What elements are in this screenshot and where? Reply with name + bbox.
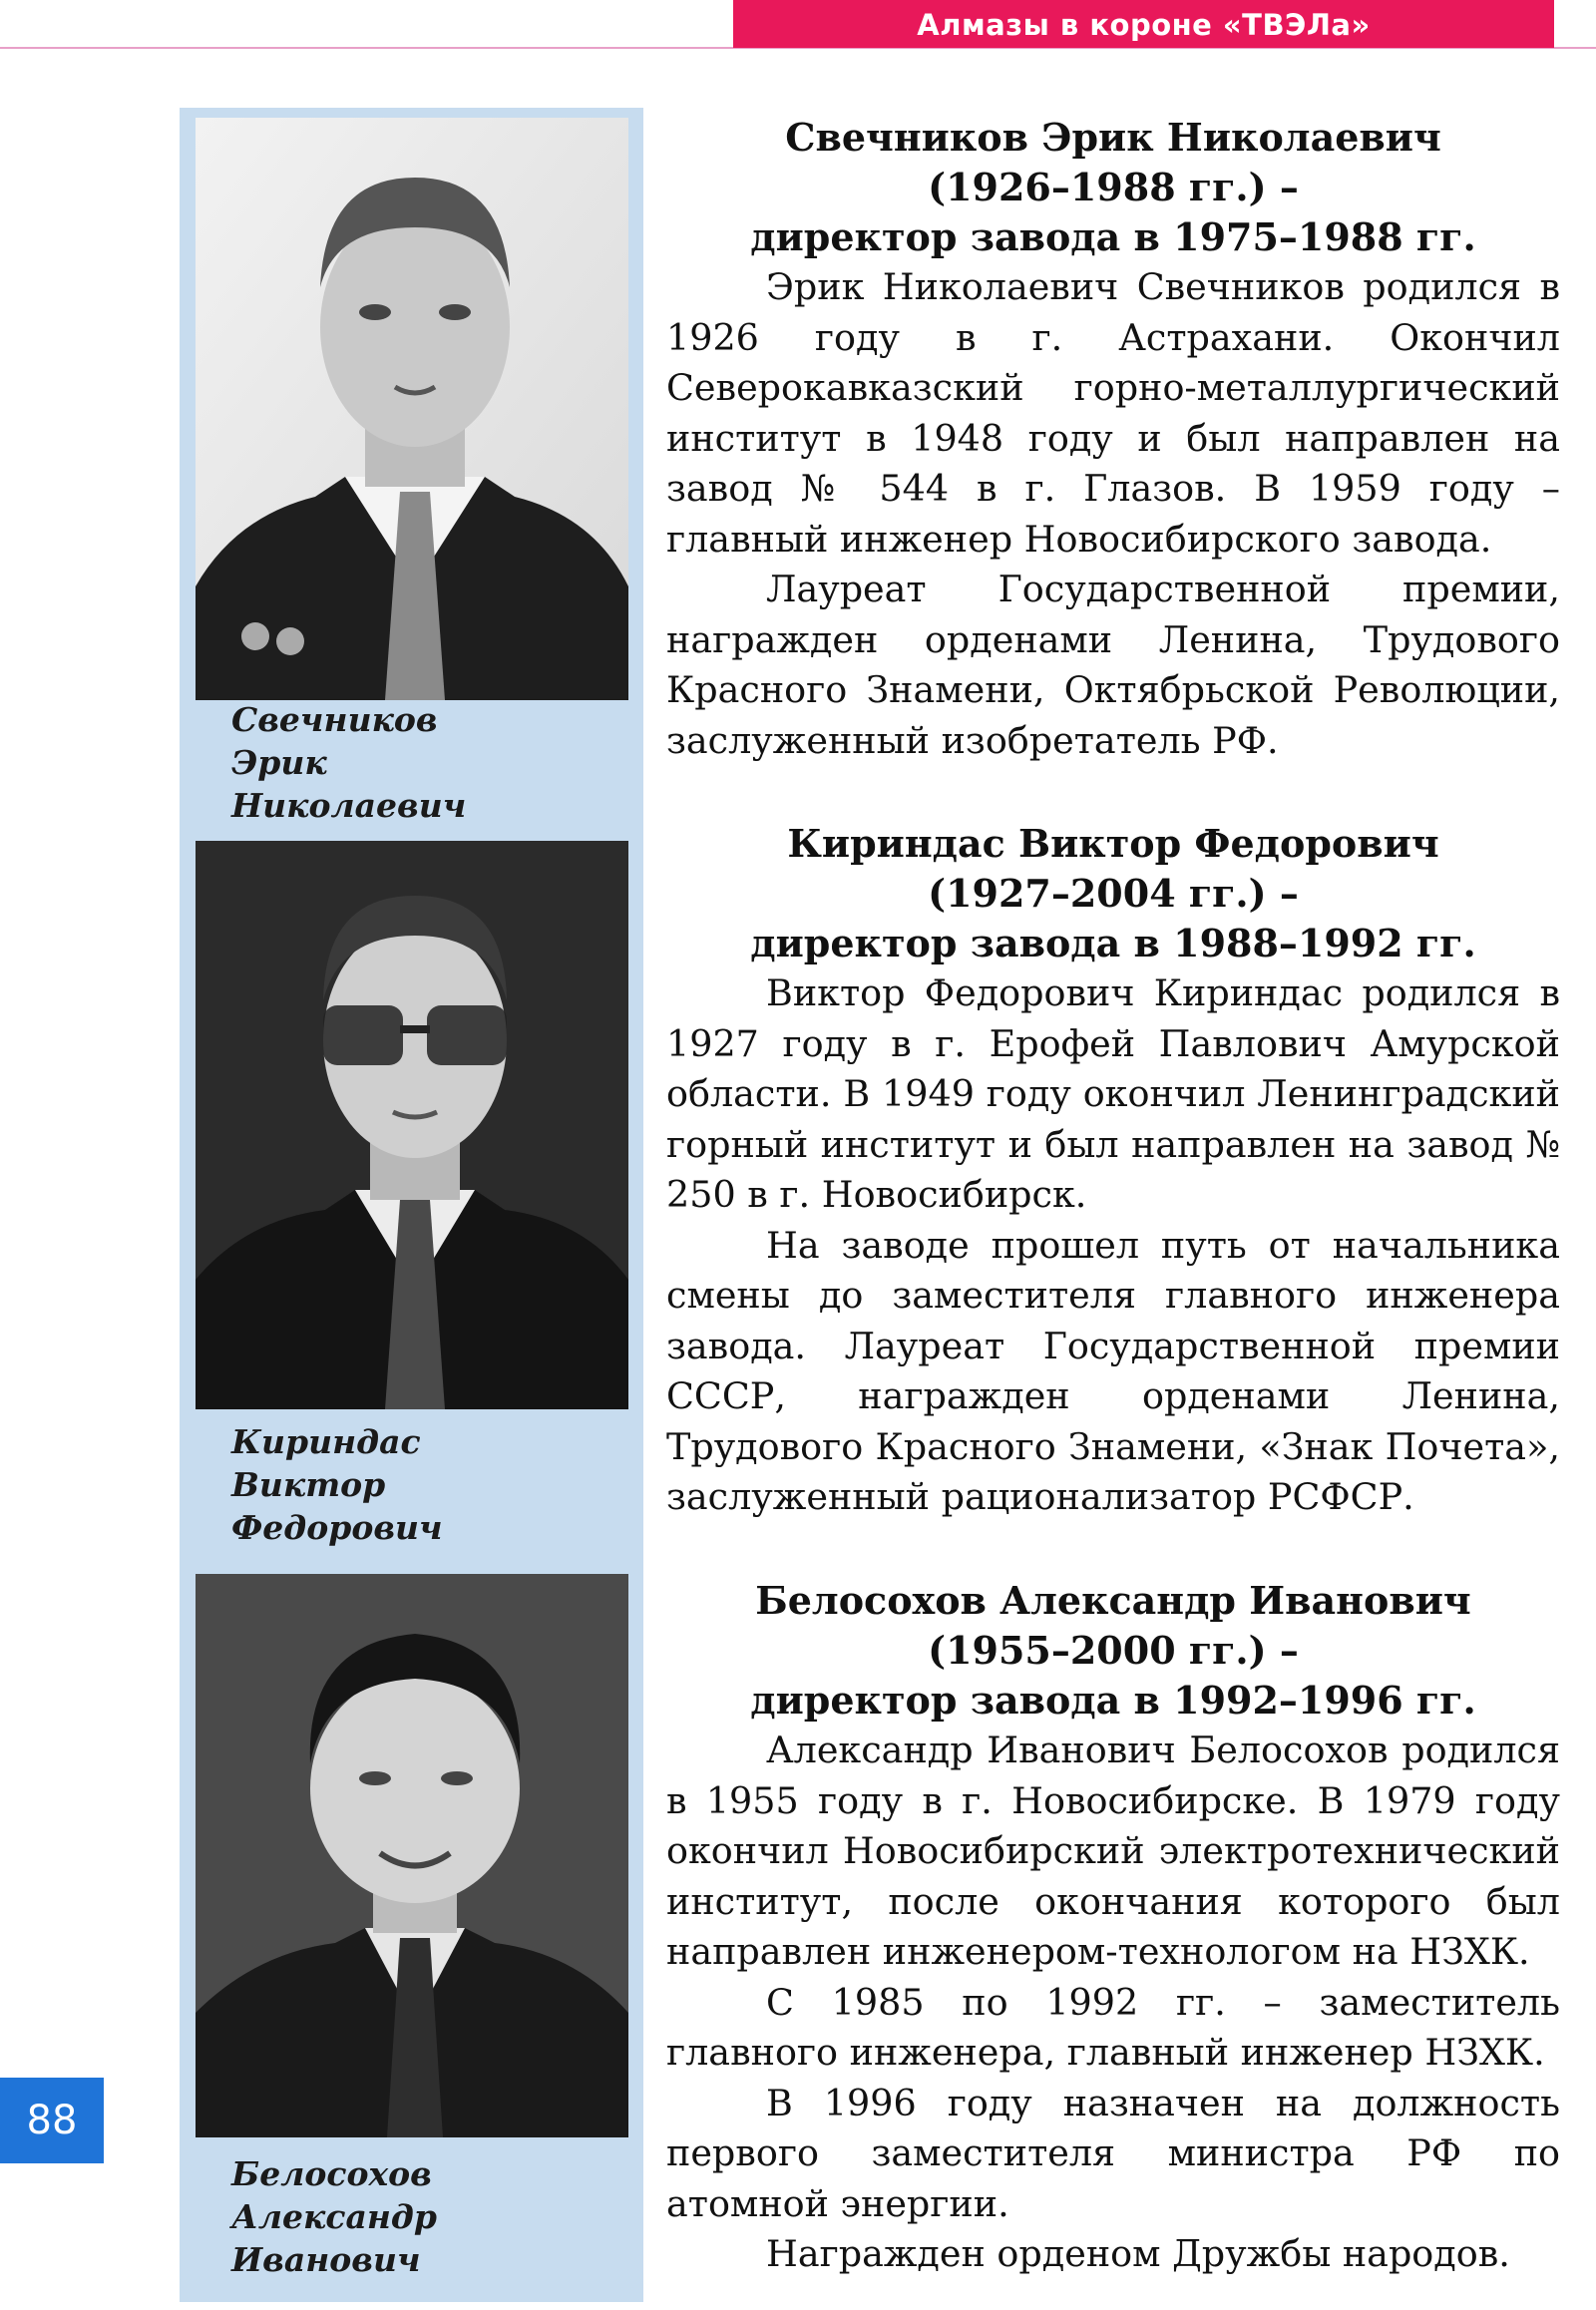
portrait-photo-kirindas xyxy=(196,841,628,1409)
biography-paragraph: С 1985 по 1992 гг. – заместитель главного инженера, главный инженер НЗХК. xyxy=(666,1980,1560,2074)
portrait-caption-svechnikov: Свечников Эрик Николаевич xyxy=(231,700,467,825)
biography-heading: Свечников Эрик Николаевич (1926–1988 гг.) – директор завода в 1975–1988 гг. xyxy=(750,115,1476,259)
portrait-caption-kirindas: Кириндас Виктор Федорович xyxy=(231,1422,443,1547)
biography-paragraph: Виктор Федорович Кириндас родился в 1927 году в г. Ерофей Павлович Амурской области. В 1949 году окончил Ленинградский горный институт и был направлен на завод № 250 в г. Новосибирск. xyxy=(666,971,1560,1216)
biography-paragraph: Награжден орденом Дружбы народов. xyxy=(766,2232,1510,2275)
biography-heading: Кириндас Виктор Федорович (1927–2004 гг.) – директор завода в 1988–1992 гг. xyxy=(750,821,1476,965)
biography-paragraph: На заводе прошел путь от начальника смены до заместителя главного инженера завода. Лауреат Государственной премии СССР, награжден орденами Ленина, Трудового Красного Знамени, «Знак Почета», заслуженный рационализатор РСФСР. xyxy=(666,1223,1560,1518)
portrait-caption-belosokhov: Белосохов Александр Иванович xyxy=(231,2154,437,2279)
biography-belosokhov xyxy=(666,1576,1560,2280)
biography-heading: Белосохов Александр Иванович (1955–2000 гг.) – директор завода в 1992–1996 гг. xyxy=(750,1578,1476,1723)
biography-paragraph: Эрик Николаевич Свечников родился в 1926 году в г. Астрахани. Окончил Северокавказский горно-металлургический институт в 1948 году и был направлен на завод № 544 в г. Глазов. В 1959 году – главный инженер Новосибирского завода. xyxy=(666,265,1560,561)
biography-svechnikov xyxy=(666,113,1560,766)
portrait-photo-belosokhov xyxy=(196,1574,628,2137)
biography-kirindas xyxy=(666,819,1560,1523)
section-title-banner: Алмазы в короне «ТВЭЛа» xyxy=(733,0,1554,48)
portrait-photo-svechnikov xyxy=(196,118,628,700)
page-number: 88 xyxy=(0,2078,104,2163)
biography-paragraph: Александр Иванович Белосохов родился в 1955 году в г. Новосибирске. В 1979 году окончил Новосибирский электротехнический институт, после окончания которого был направлен инженером-технологом на НЗХК. xyxy=(666,1729,1560,1973)
biography-paragraph: Лауреат Государственной премии, награжден орденами Ленина, Трудового Красного Знамени, Октябрьской Революции, заслуженный изобретатель РФ. xyxy=(666,568,1560,762)
biography-paragraph: В 1996 году назначен на должность первого заместителя министра РФ по атомной энергии. xyxy=(666,2081,1560,2225)
